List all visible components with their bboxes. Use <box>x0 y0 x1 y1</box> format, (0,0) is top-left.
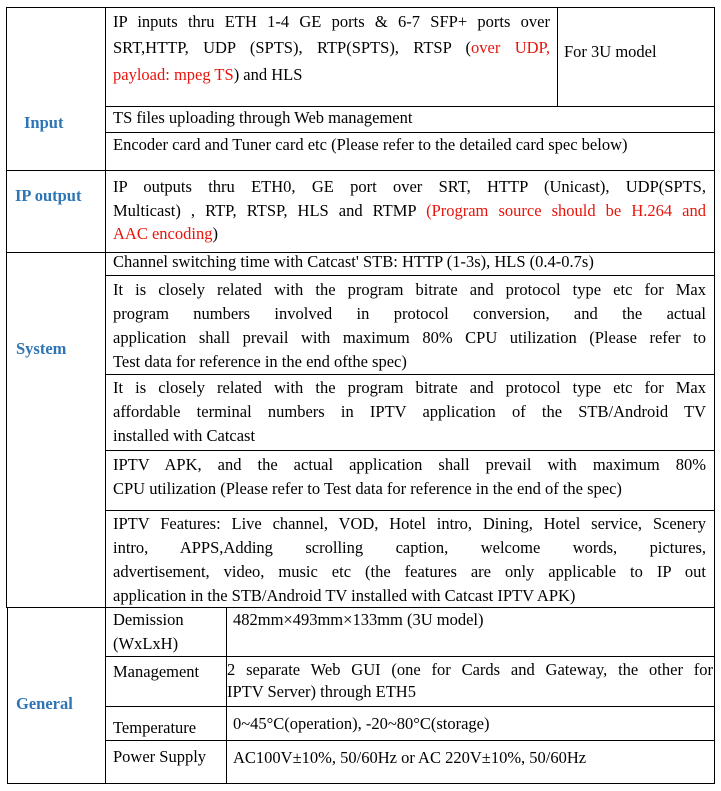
input-ip-inputs-line-3 <box>113 63 302 87</box>
system-iptv-features-line: intro, APPS,Adding scrolling caption, welcome words, pictures, <box>113 538 706 557</box>
table-border-left-top <box>6 7 7 607</box>
system-iptv-features-line: application in the STB/Android TV installed with Catcast IPTV APK) <box>113 586 576 605</box>
general-management-label: Management <box>113 662 200 681</box>
system-row-divider-3 <box>105 450 714 451</box>
system-program-numbers-line: Test data for reference in the end ofthe spec) <box>113 352 407 371</box>
general-temperature-value: 0~45°C(operation), -20~80°C(storage) <box>233 714 490 733</box>
input-ip-inputs-line-1: IP inputs thru ETH 1-4 GE ports & 6-7 SFP+ ports over <box>113 12 550 31</box>
system-row-divider-4 <box>105 510 714 511</box>
system-program-numbers-line: program numbers involved in protocol conversion, and the actual <box>113 304 706 323</box>
system-iptv-features-line: advertisement, video, music etc (the features are only applicable to IP out <box>113 562 706 581</box>
section-header-ip-output: IP output <box>15 186 82 205</box>
system-row-divider-1 <box>105 275 714 276</box>
ip-output-line-3-text: ) <box>212 224 218 243</box>
ip-output-line-2 <box>113 199 706 223</box>
table-border-top <box>6 7 714 8</box>
table-border-bottom <box>7 783 715 784</box>
general-power-label: Power Supply <box>113 747 207 766</box>
system-row-divider-2 <box>105 374 714 375</box>
system-iptv-apk-line: IPTV APK, and the actual application shall prevail with maximum 80% <box>113 455 706 474</box>
ip-output-line-3 <box>113 222 218 246</box>
system-iptv-apk-line: CPU utilization (Please refer to Test data for reference in the end of the spec) <box>113 479 622 498</box>
general-dimension-label-units: (WxLxH) <box>113 634 179 653</box>
system-terminal-numbers-line: It is closely related with the program bitrate and protocol type etc for Max <box>113 378 706 397</box>
ip-output-line-3-red: AAC encoding <box>113 224 213 243</box>
input-ts-upload: TS files uploading through Web management <box>113 108 413 127</box>
system-channel-switch: Channel switching time with Catcast' STB: HTTP (1-3s), HLS (0.4-0.7s) <box>113 252 594 271</box>
general-management-value: IPTV Server) through ETH5 <box>227 682 416 701</box>
ip-output-line-1: IP outputs thru ETH0, GE port over SRT, HTTP (Unicast), UDP(SPTS, <box>113 177 706 196</box>
system-terminal-numbers-line: affordable terminal numbers in IPTV application of the STB/Android TV <box>113 402 706 421</box>
section-divider-input <box>6 170 714 171</box>
table-border-right <box>714 7 715 783</box>
section-header-system: System <box>16 339 67 358</box>
input-note-divider <box>557 7 558 106</box>
general-dimension-label: Demission <box>113 610 184 629</box>
input-ip-inputs-line-3-text: ) and HLS <box>233 65 303 84</box>
general-row-divider-3 <box>105 740 714 741</box>
table-border-left-bottom <box>7 607 8 783</box>
header-column-divider <box>105 7 106 783</box>
general-dimension-value: 482mm×493mm×133mm (3U model) <box>233 610 484 629</box>
general-row-divider-2 <box>105 706 714 707</box>
system-terminal-numbers-line: installed with Catcast <box>113 426 256 445</box>
system-program-numbers-line: application shall prevail with maximum 80% CPU utilization (Please refer to <box>113 328 706 347</box>
input-model-note: For 3U model <box>564 42 657 61</box>
input-encoder-card: Encoder card and Tuner card etc (Please refer to the detailed card spec below) <box>113 135 628 154</box>
system-program-numbers-line: It is closely related with the program bitrate and protocol type etc for Max <box>113 280 706 299</box>
input-ip-inputs-line-3-red: payload: mpeg TS <box>113 65 234 84</box>
general-row-divider-1 <box>105 656 714 657</box>
input-ip-inputs-line-2-red: over UDP, <box>471 38 551 57</box>
input-ip-inputs-line-2-text: SRT,HTTP, UDP (SPTS), RTP(SPTS), RTSP ( <box>113 38 472 57</box>
ip-output-line-2-text: Multicast) , RTP, RTSP, HLS and RTMP <box>113 201 427 220</box>
section-header-general: General <box>16 694 73 713</box>
ip-output-line-2-red: (Program source should be H.264 and <box>426 201 707 220</box>
general-management-value: 2 separate Web GUI (one for Cards and Gateway, the other for <box>227 660 713 679</box>
general-temperature-label: Temperature <box>113 718 197 737</box>
system-iptv-features-line: IPTV Features: Live channel, VOD, Hotel intro, Dining, Hotel service, Scenery <box>113 514 706 533</box>
section-header-input: Input <box>24 113 64 132</box>
general-power-value: AC100V±10%, 50/60Hz or AC 220V±10%, 50/60Hz <box>233 748 587 767</box>
input-ip-inputs-line-2 <box>113 36 550 60</box>
